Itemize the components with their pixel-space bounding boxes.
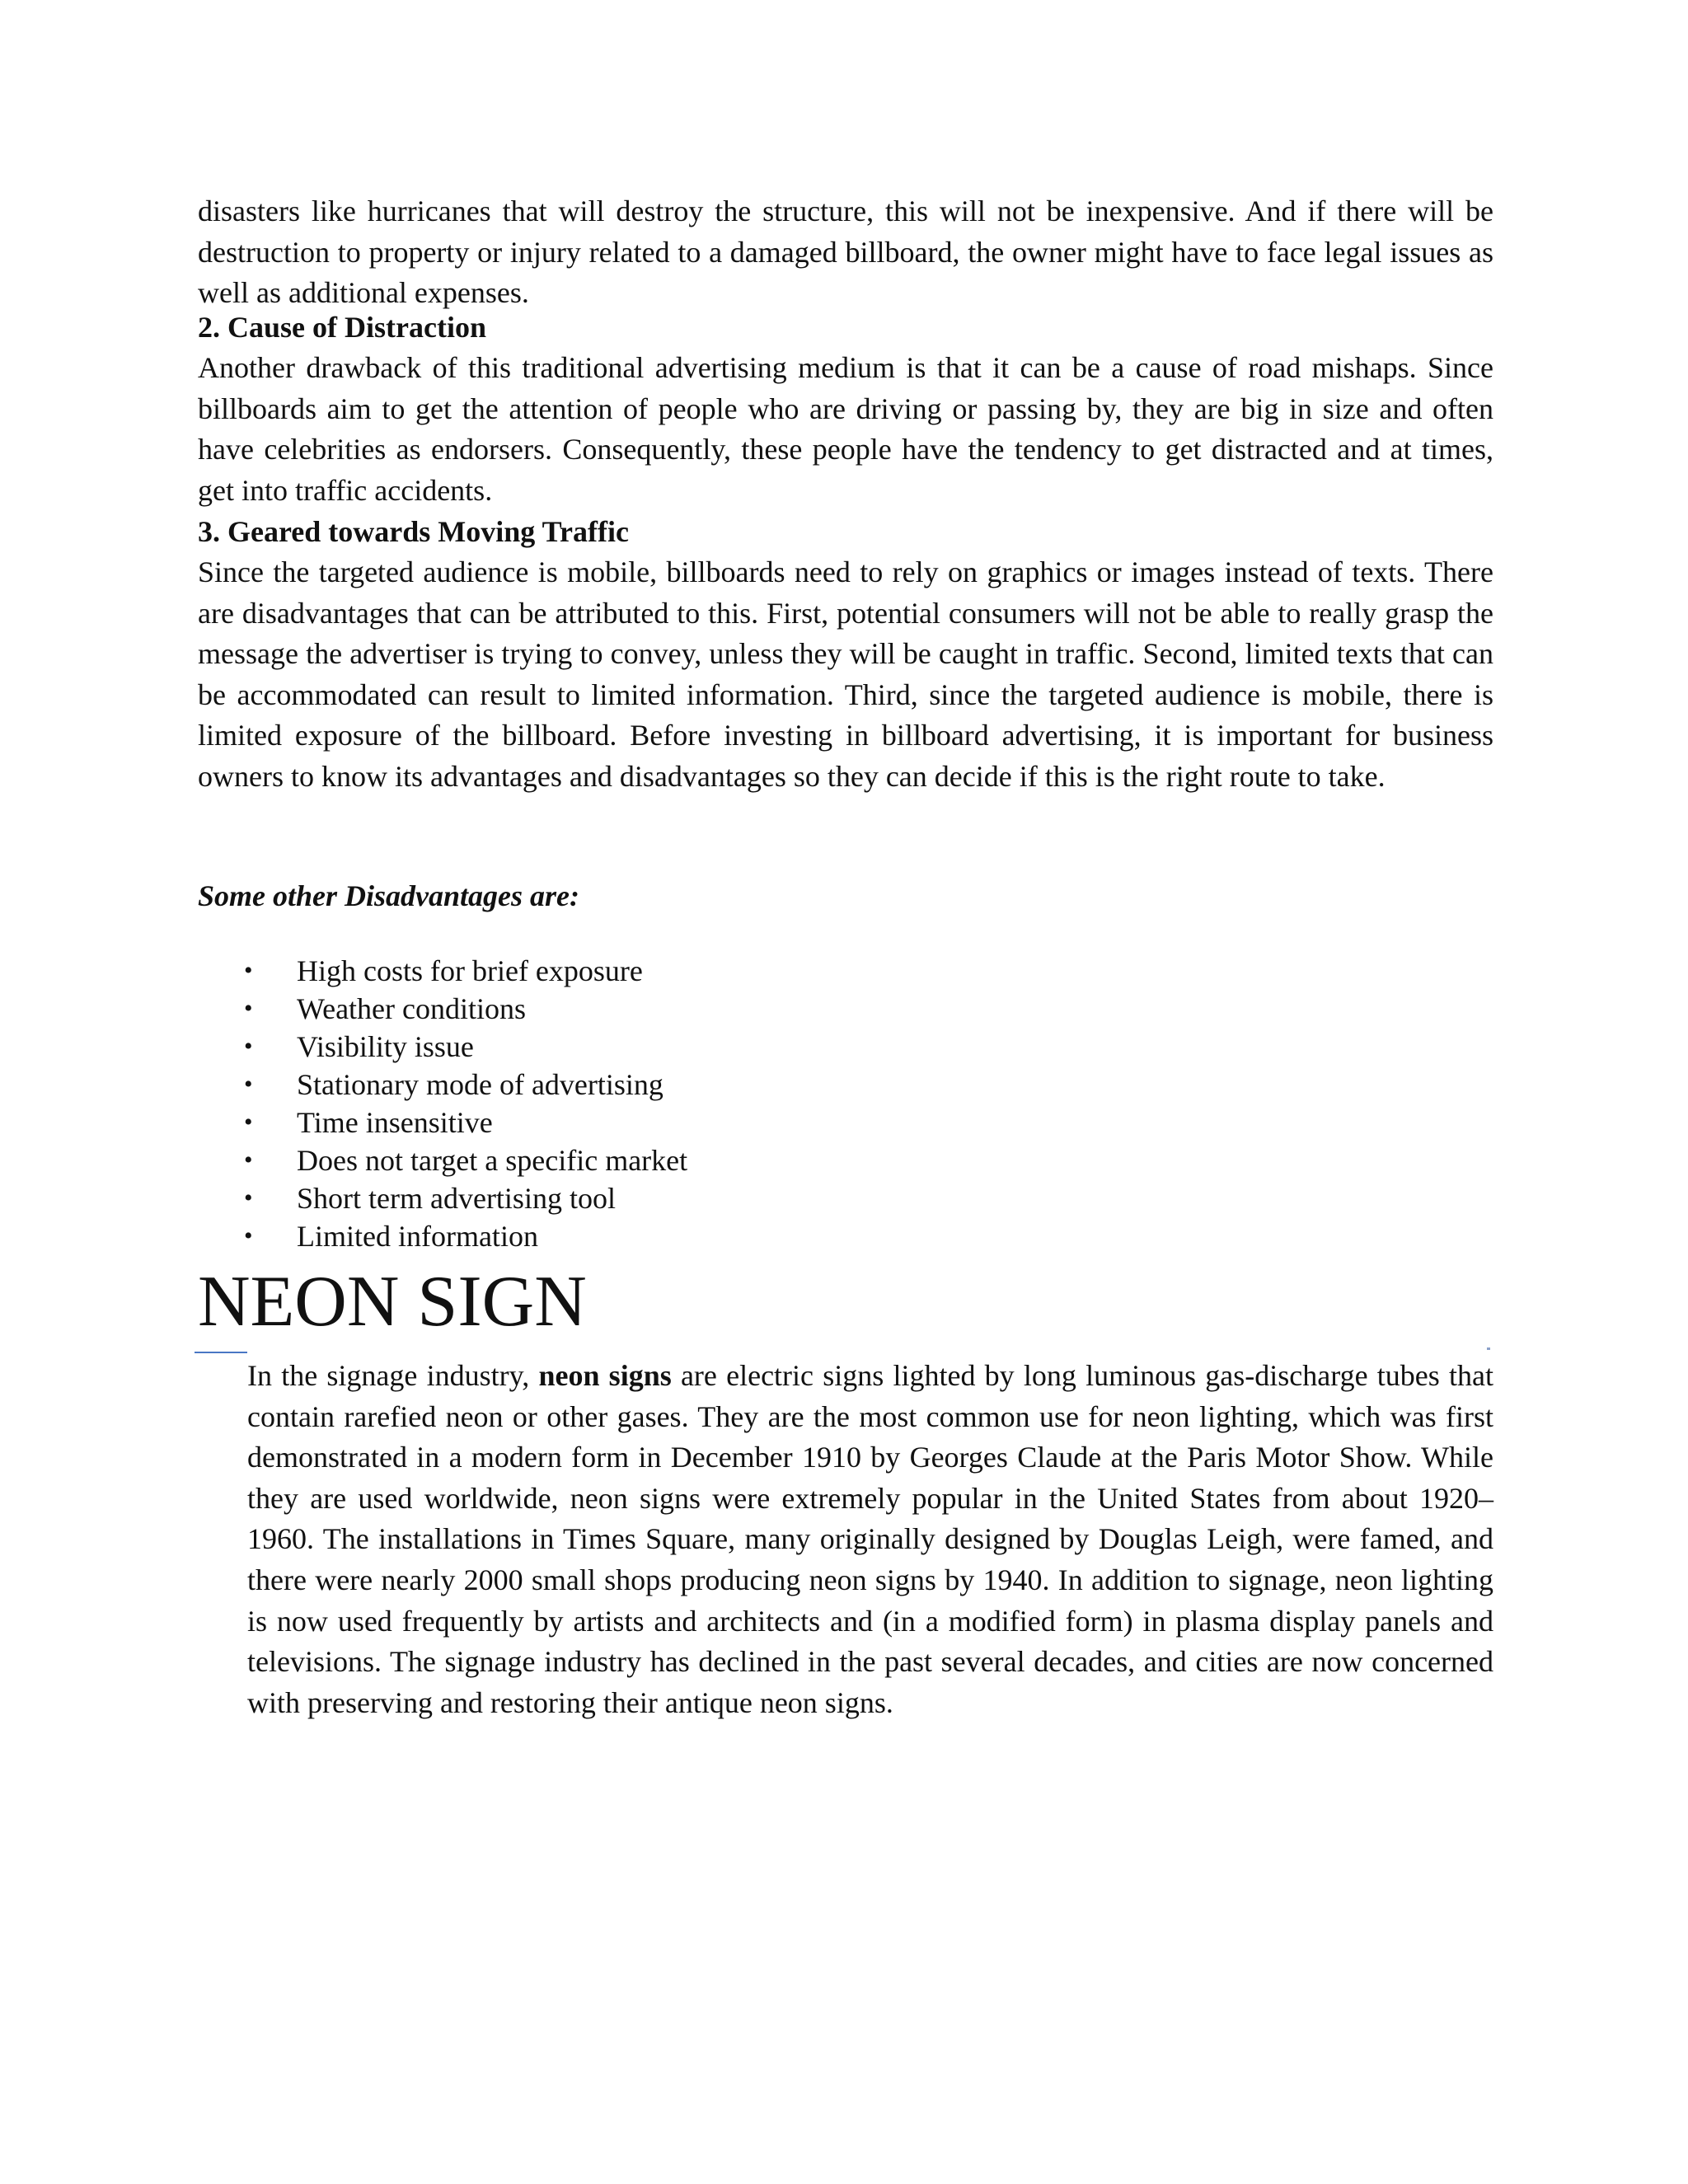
bullet-icon: • [244,1184,253,1212]
list-item [198,1104,687,1141]
bullet-icon: • [244,957,253,984]
bullet-icon: • [244,1033,253,1060]
title-underline [195,1352,247,1353]
list-item [198,1066,687,1104]
margin-mark [1487,1347,1490,1350]
paragraph-disaster-costs: disasters like hurricanes that will destroy the structure, this will not be inexpensive. And if there will be destruction to property or injury related to a damaged billboard, the owner might have to face legal issues as well as additional expenses. [198,194,1493,309]
neon-rest-text: are electric signs lighted by long luminous gas-discharge tubes that contain rarefied neon or other gases. They are the most common use for neon lighting, which was first demonstrated in a modern form in December 1910 by Georges Claude at the Paris Motor Show. While they are used worldwide, neon signs were extremely popular in the United States from about 1920–1960. The installations in Times Square, many originally designed by Douglas Leigh, were famed, and there were nearly 2000 small shops producing neon signs by 1940. In addition to signage, neon lighting is now used frequently by artists and architects and (in a modified form) in plasma display panels and televisions. The signage industry has declined in the past several decades, and cities are now concerned with preserving and restoring their antique neon signs. [247,1359,1493,1719]
list-item [198,1028,687,1066]
neon-lead-text: In the signage industry, [247,1359,539,1392]
list-item-text: Short term advertising tool [297,1182,616,1215]
neon-bold-term: neon signs [538,1359,672,1392]
list-item [198,1179,687,1217]
disadvantages-list [198,952,687,1255]
list-item [198,952,687,990]
list-item-text: Time insensitive [297,1106,493,1139]
list-item [198,1217,687,1255]
paragraph-moving-traffic: Since the targeted audience is mobile, billboards need to rely on graphics or images instead of texts. There are disadvantages that can be attributed to this. First, potential consumers will not be able to really grasp the message the advertiser is trying to convey, unless they will be caught in traffic. Second, limited texts that can be accommodated can result to limited information. Third, since the targeted audience is mobile, there is limited exposure of the billboard. Before investing in billboard advertising, it is important for business owners to know its advantages and disadvantages so they can decide if this is the right route to take. [198,555,1493,793]
neon-sign-title: NEON SIGN [198,1262,587,1342]
list-item [198,990,687,1028]
bullet-icon: • [244,995,253,1022]
list-item-text: Limited information [297,1220,538,1253]
paragraph-distraction: Another drawback of this traditional advertising medium is that it can be a cause of road mishaps. Since billboards aim to get the attention of people who are driving or passing by, they are big in size and often have celebrities as endorsers. Consequently, these people have the tendency to get distracted and at times, get into traffic accidents. [198,351,1493,507]
list-item-text: High costs for brief exposure [297,954,643,987]
bullet-icon: • [244,1222,253,1249]
list-item-text: Does not target a specific market [297,1144,688,1177]
list-item-text: Weather conditions [297,992,527,1025]
heading-cause-of-distraction: 2. Cause of Distraction [198,311,486,344]
bullet-icon: • [244,1108,253,1136]
list-item [198,1141,687,1179]
list-item-text: Stationary mode of advertising [297,1068,663,1101]
heading-other-disadvantages: Some other Disadvantages are: [198,879,579,912]
list-item-text: Visibility issue [297,1030,474,1063]
bullet-icon: • [244,1146,253,1174]
heading-moving-traffic: 3. Geared towards Moving Traffic [198,515,629,548]
paragraph-neon-sign [247,1356,1493,1723]
bullet-icon: • [244,1071,253,1098]
